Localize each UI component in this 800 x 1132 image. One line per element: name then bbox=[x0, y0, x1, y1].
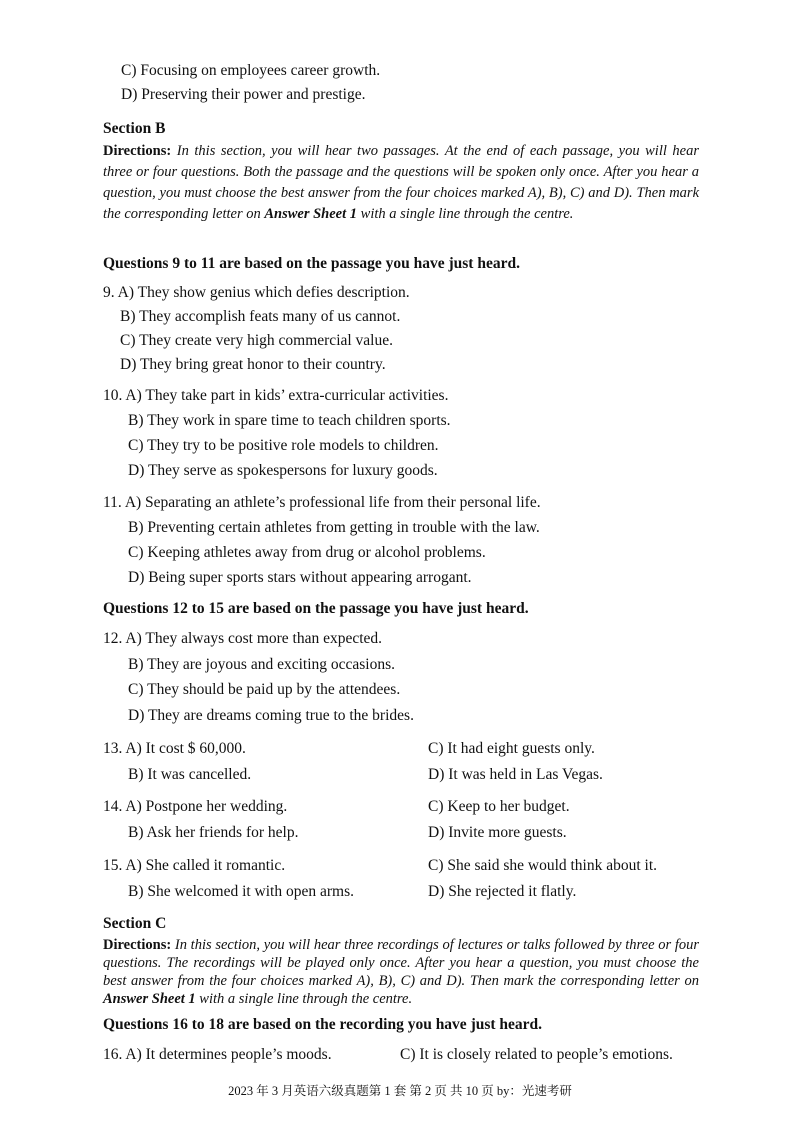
directions-text: In this section, you will hear three recordings of lectures or talks followed by three or four questions. The recordings will be played only once. After you hear a question, you must choose the best answer from the four choices marked A), B), C) and D). Then mark the corresponding letter on bbox=[103, 937, 699, 989]
option-d: D) Preserving their power and prestige. bbox=[121, 86, 366, 103]
answer-sheet-label: Answer Sheet 1 bbox=[103, 991, 196, 1007]
question-15-option-a: 15. A) She called it romantic. bbox=[103, 857, 286, 874]
question-14-option-c: C) Keep to her budget. bbox=[428, 798, 570, 815]
question-12-option-d: D) They are dreams coming true to the brides. bbox=[128, 707, 414, 724]
question-13-option-c: C) It had eight guests only. bbox=[428, 740, 595, 757]
question-11-option-c: C) Keeping athletes away from drug or alcohol problems. bbox=[128, 544, 486, 561]
answer-sheet-label: Answer Sheet 1 bbox=[264, 206, 358, 222]
section-c-title: Section C bbox=[103, 915, 167, 932]
question-9-option-b: B) They accomplish feats many of us cannot. bbox=[120, 308, 401, 325]
question-16-option-a: 16. A) It determines people’s moods. bbox=[103, 1046, 332, 1063]
directions-text-end: with a single line through the centre. bbox=[360, 206, 574, 222]
question-10-option-c: C) They try to be positive role models to children. bbox=[128, 437, 439, 454]
question-14-option-b: B) Ask her friends for help. bbox=[128, 824, 299, 841]
question-10-option-b: B) They work in spare time to teach children sports. bbox=[128, 412, 451, 429]
question-group-heading: Questions 16 to 18 are based on the recording you have just heard. bbox=[103, 1016, 543, 1033]
page-footer: 2023 年 3 月英语六级真题第 1 套 第 2 页 共 10 页 by：光速考研 bbox=[228, 1084, 572, 1098]
question-9-option-c: C) They create very high commercial value. bbox=[120, 332, 393, 349]
question-15-option-d: D) She rejected it flatly. bbox=[428, 883, 577, 900]
question-15-option-c: C) She said she would think about it. bbox=[428, 857, 658, 874]
section-b-title: Section B bbox=[103, 120, 166, 137]
question-14-option-a: 14. A) Postpone her wedding. bbox=[103, 798, 288, 815]
question-15-option-b: B) She welcomed it with open arms. bbox=[128, 883, 354, 900]
question-12-option-b: B) They are joyous and exciting occasions. bbox=[128, 656, 396, 673]
section-c-directions bbox=[103, 936, 699, 1008]
question-12-option-c: C) They should be paid up by the attendees. bbox=[128, 681, 401, 698]
question-13-option-d: D) It was held in Las Vegas. bbox=[428, 766, 603, 783]
question-13-option-b: B) It was cancelled. bbox=[128, 766, 252, 783]
question-9-option-d: D) They bring great honor to their country. bbox=[120, 356, 386, 373]
question-11-option-a: 11. A) Separating an athlete’s professional life from their personal life. bbox=[103, 494, 541, 511]
question-group-heading: Questions 9 to 11 are based on the passage you have just heard. bbox=[103, 255, 520, 272]
question-14-option-d: D) Invite more guests. bbox=[428, 824, 567, 841]
option-c: C) Focusing on employees career growth. bbox=[121, 62, 381, 79]
question-16-option-c: C) It is closely related to people’s emotions. bbox=[400, 1046, 673, 1063]
question-11-option-b: B) Preventing certain athletes from getting in trouble with the law. bbox=[128, 519, 540, 536]
question-12-option-a: 12. A) They always cost more than expected. bbox=[103, 630, 383, 647]
question-group-heading: Questions 12 to 15 are based on the passage you have just heard. bbox=[103, 600, 529, 617]
directions-text-end: with a single line through the centre. bbox=[199, 991, 413, 1007]
question-11-option-d: D) Being super sports stars without appearing arrogant. bbox=[128, 569, 472, 586]
question-10-option-d: D) They serve as spokespersons for luxury goods. bbox=[128, 462, 438, 479]
section-b-directions bbox=[103, 141, 699, 225]
question-10-option-a: 10. A) They take part in kids’ extra-curricular activities. bbox=[103, 387, 449, 404]
question-13-option-a: 13. A) It cost $ 60,000. bbox=[103, 740, 246, 757]
directions-label: Directions: bbox=[103, 937, 172, 953]
directions-text: In this section, you will hear two passages. At the end of each passage, you will hear three or four questions. Both the passage and the questions will be spoken only once. After you hear a question, you must choose the best answer from the four choices marked A), B), C) and D). Then mark the corresponding letter on bbox=[103, 143, 700, 222]
question-9-option-a: 9. A) They show genius which defies description. bbox=[103, 284, 410, 301]
directions-label: Directions: bbox=[103, 143, 172, 159]
